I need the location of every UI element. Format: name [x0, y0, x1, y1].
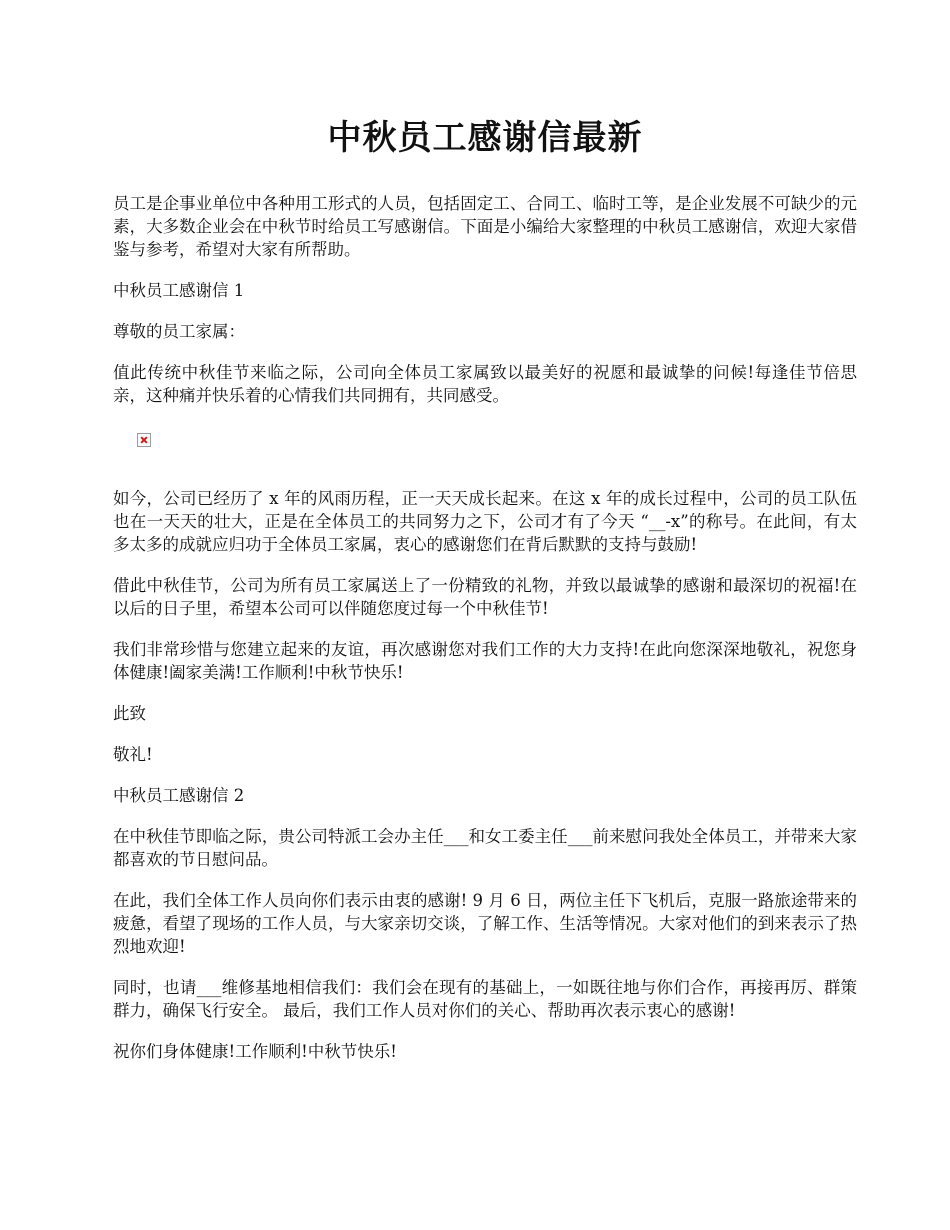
image-placeholder: [113, 425, 857, 473]
document-title: 中秋员工感谢信最新: [327, 118, 643, 158]
letter-1-salute: 敬礼!: [113, 745, 153, 764]
letter-2-heading: 中秋员工感谢信 2: [113, 786, 245, 805]
letter-1-opening-paragraph: 值此传统中秋佳节来临之际，公司向全体员工家属致以最美好的祝愿和最诚挚的问候!每逢佳节倍思亲，这种痛并快乐着的心情我们共同拥有，共同感受。: [113, 363, 857, 405]
letter-2-opening-paragraph: 在中秋佳节即临之际，贵公司特派工会办主任___和女工委主任___前来慰问我处全体员工，并带来大家都喜欢的节日慰问品。: [113, 827, 857, 869]
letter-2-commitment-paragraph: 同时，也请___维修基地相信我们：我们会在现有的基础上，一如既往地与你们合作，再接再厉、群策群力，确保飞行安全。 最后，我们工作人员对你们的关心、帮助再次表示衷心的感谢!: [113, 978, 857, 1020]
letter-1-thanks-paragraph: 我们非常珍惜与您建立起来的友谊，再次感谢您对我们工作的大力支持!在此向您深深地敬礼，祝您身体健康!阖家美满!工作顺利!中秋节快乐!: [113, 640, 857, 682]
intro-paragraph: 员工是企事业单位中各种用工形式的人员，包括固定工、合同工、临时工等，是企业发展不可缺少的元素，大多数企业会在中秋节时给员工写感谢信。下面是小编给大家整理的中秋员工感谢信，欢迎大家借鉴与参考，希望对大家有所帮助。: [113, 194, 857, 259]
letter-1-salutation: 尊敬的员工家属：: [113, 322, 245, 341]
broken-image-icon: [137, 433, 151, 447]
letter-1-closing: 此致: [113, 704, 146, 723]
letter-1-history-paragraph: 如今，公司已经历了 x 年的风雨历程，正一天天成长起来。在这 x 年的成长过程中，公司的员工队伍也在一天天的壮大，正是在全体员工的共同努力之下，公司才有了今天 “__-x”的称号。在此间，有太多太多的成就应归功于全体员工家属，衷心的感谢您们在背后默默的支持与鼓励!: [113, 489, 857, 554]
letter-1-heading: 中秋员工感谢信 1: [113, 281, 245, 300]
letter-2-visit-paragraph: 在此，我们全体工作人员向你们表示由衷的感谢! 9 月 6 日，两位主任下飞机后，克服一路旅途带来的疲惫，看望了现场的工作人员，与大家亲切交谈，了解工作、生活等情况。大家对他们的到来表示了热烈地欢迎!: [113, 891, 857, 956]
document-page: [113, 112, 857, 1081]
letter-1-gift-paragraph: 借此中秋佳节，公司为所有员工家属送上了一份精致的礼物，并致以最诚挚的感谢和最深切的祝福!在以后的日子里，希望本公司可以伴随您度过每一个中秋佳节!: [113, 576, 857, 618]
letter-2-wishes: 祝你们身体健康!工作顺利!中秋节快乐!: [113, 1042, 397, 1061]
